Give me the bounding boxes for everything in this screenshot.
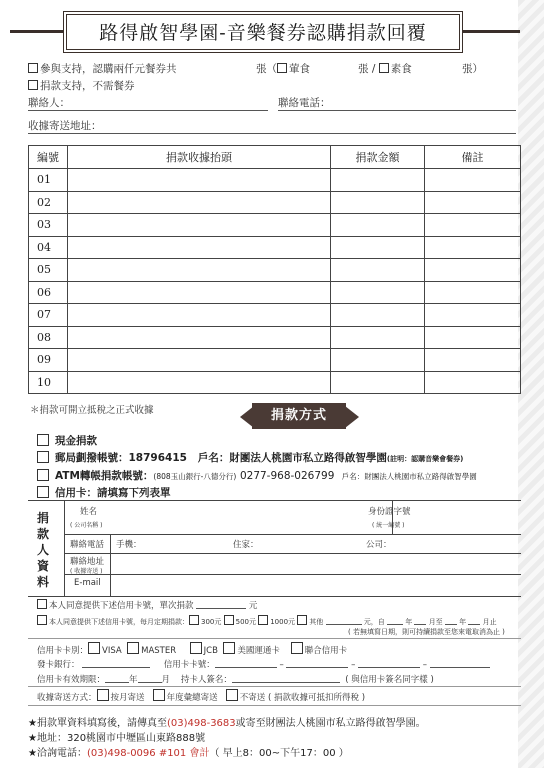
- note-cell[interactable]: [425, 191, 521, 214]
- side-char: 款: [36, 527, 49, 541]
- cash-checkbox[interactable]: [37, 434, 49, 446]
- signature-note: ( 與信用卡簽名同字樣 ): [345, 675, 434, 685]
- note-cell[interactable]: [425, 349, 521, 372]
- table-row: [29, 349, 521, 372]
- contact-label: 聯絡人：: [28, 97, 70, 109]
- delivery-row: [37, 689, 365, 703]
- donor-side-title: [35, 510, 51, 590]
- consent-note: ( 若無填寫日期，則可持續捐款至您來電取消為止 ): [348, 628, 505, 636]
- row-number: 01: [29, 169, 68, 192]
- bank-field[interactable]: [82, 659, 150, 668]
- yearly-checkbox[interactable]: [153, 689, 165, 701]
- col-title: 捐款收據抬頭: [68, 146, 331, 169]
- fax-number: (03)498-3683: [166, 718, 236, 729]
- card-no-3[interactable]: [358, 659, 420, 668]
- monthly-checkbox[interactable]: [37, 615, 47, 625]
- support-donate-label: 捐款支持，不需餐券: [40, 80, 135, 92]
- card-no-2[interactable]: [286, 659, 348, 668]
- row-number: 09: [29, 349, 68, 372]
- row-number: 05: [29, 259, 68, 282]
- note-cell[interactable]: [425, 236, 521, 259]
- title-band: [10, 12, 520, 50]
- union-label: 聯合信用卡: [304, 646, 348, 656]
- fax-suffix: 或寄至財團法人桃園市私立路得啟智學園。: [235, 718, 426, 729]
- row-number: 08: [29, 326, 68, 349]
- note-cell[interactable]: [425, 214, 521, 237]
- table-header-row: [29, 146, 521, 169]
- table-row: [29, 236, 521, 259]
- title-cell[interactable]: [68, 326, 331, 349]
- monthly-label: 本人同意提供下述信用卡號，每月定期捐款：: [49, 618, 189, 626]
- bank-row: 發卡銀行： 信用卡卡號： – – –: [37, 658, 490, 670]
- row-number: 02: [29, 191, 68, 214]
- start-month-field[interactable]: [414, 616, 426, 625]
- jcb-checkbox[interactable]: [190, 642, 202, 654]
- master-checkbox[interactable]: [127, 642, 139, 654]
- col-note: 備註: [425, 146, 521, 169]
- note-cell[interactable]: [425, 259, 521, 282]
- support-meal-row: [28, 61, 177, 76]
- banner-right-ribbon: [345, 406, 359, 428]
- other-label: 其他: [309, 618, 324, 626]
- table-row: [29, 304, 521, 327]
- method-credit: [37, 485, 171, 500]
- amount-cell[interactable]: [331, 326, 425, 349]
- divider: [28, 705, 521, 706]
- consent-monthly: [37, 615, 497, 627]
- opt300-checkbox[interactable]: [189, 615, 199, 625]
- amount-cell[interactable]: [331, 236, 425, 259]
- unit-label: 張: [462, 63, 473, 75]
- single-checkbox[interactable]: [37, 599, 47, 609]
- delivery-label: 收據寄送方式：: [37, 693, 97, 703]
- address-label: 收據寄送地址：: [28, 120, 102, 132]
- home-label: 住家：: [233, 540, 259, 550]
- side-decoration: [518, 0, 544, 768]
- postal-checkbox[interactable]: [37, 451, 49, 463]
- table-row: [29, 191, 521, 214]
- title-cell[interactable]: [68, 349, 331, 372]
- opt1000-label: 1000元: [270, 618, 296, 626]
- contact-field[interactable]: [28, 110, 268, 111]
- table-row: [29, 326, 521, 349]
- yuan-label: 元: [248, 601, 258, 611]
- visa-label: VISA: [102, 646, 122, 656]
- card-no-label: 信用卡卡號：: [163, 660, 215, 670]
- divider: [110, 534, 111, 596]
- note-cell[interactable]: [425, 169, 521, 192]
- other-amount-field[interactable]: [326, 616, 362, 625]
- amount-cell[interactable]: [331, 191, 425, 214]
- postal-account: 郵局劃撥帳號：18796415: [55, 452, 187, 464]
- veg-checkbox[interactable]: [379, 63, 389, 73]
- opt500-checkbox[interactable]: [224, 615, 234, 625]
- bank-label: 發卡銀行：: [37, 660, 80, 670]
- phone-field[interactable]: [278, 110, 516, 111]
- month-end-label: 月止: [482, 618, 497, 626]
- support-meal-label: 參與支持，認購兩仟元餐券共: [40, 63, 177, 75]
- unit-label: 張: [256, 63, 267, 75]
- veg-label: 素食: [390, 63, 412, 75]
- method-postal: [37, 450, 463, 465]
- side-char: 捐: [36, 511, 49, 525]
- expiry-year-field[interactable]: [105, 674, 129, 683]
- title-cell[interactable]: [68, 236, 331, 259]
- phone-hours: （ 早上8：00~下午17：00 ）: [209, 748, 349, 759]
- address-field[interactable]: [28, 133, 516, 134]
- divider: [64, 534, 521, 535]
- amount-cell[interactable]: [331, 349, 425, 372]
- col-no: 編號: [29, 146, 68, 169]
- veg-unit: 張）: [462, 63, 483, 75]
- expiry-year-label: 年: [129, 675, 138, 685]
- title-cell[interactable]: [68, 169, 331, 192]
- amex-checkbox[interactable]: [223, 642, 235, 654]
- atm-bank: (808玉山銀行-八德分行): [153, 472, 237, 481]
- note-cell[interactable]: [425, 304, 521, 327]
- note-cell[interactable]: [425, 281, 521, 304]
- addr-sub: ( 收據寄送 ): [70, 568, 103, 575]
- divider: [64, 501, 65, 596]
- card-type-row: [37, 642, 347, 656]
- mobile-label: 手機：: [116, 540, 142, 550]
- table-row: [29, 281, 521, 304]
- unit-label: 張: [358, 63, 369, 75]
- contact-addr-label: 聯絡地址: [70, 557, 105, 567]
- year-label: 年: [405, 618, 413, 626]
- postal-name: 戶名：財團法人桃園市私立路得啟智學園: [197, 452, 387, 464]
- single-amount-field[interactable]: [196, 600, 246, 609]
- atm-label: ATM轉帳捐款帳號：: [55, 470, 154, 482]
- amount-cell[interactable]: [331, 214, 425, 237]
- visa-checkbox[interactable]: [88, 642, 100, 654]
- payment-method-banner: 捐款方式: [252, 403, 346, 429]
- side-char: 資: [36, 559, 49, 573]
- row-number: 04: [29, 236, 68, 259]
- row-number: 10: [29, 371, 68, 394]
- amex-label: 美國運通卡: [237, 646, 280, 656]
- table-row: [29, 214, 521, 237]
- none-label: 不寄送 ( 捐款收據可抵扣所得稅 ): [239, 693, 366, 703]
- title-cell[interactable]: [68, 281, 331, 304]
- signature-label: 持卡人簽名：: [180, 675, 232, 685]
- receipt-note: ＊捐款可開立抵稅之正式收據: [30, 405, 154, 416]
- credit-checkbox[interactable]: [37, 486, 49, 498]
- expiry-row: [37, 673, 434, 685]
- title-cell[interactable]: [68, 259, 331, 282]
- title-cell[interactable]: [68, 371, 331, 394]
- expiry-month-label: 月: [161, 675, 171, 685]
- consent-single: [37, 599, 257, 611]
- footer-fax: [28, 714, 426, 729]
- none-checkbox[interactable]: [226, 689, 238, 701]
- single-label: 本人同意提供下述信用卡號，單次捐款: [49, 601, 194, 611]
- note-cell[interactable]: [425, 326, 521, 349]
- divider: [28, 638, 521, 639]
- end-year-field[interactable]: [445, 616, 457, 625]
- signature-field[interactable]: [232, 674, 340, 683]
- year-label: 年: [459, 618, 467, 626]
- yearly-label: 年度彙總寄送: [166, 693, 218, 703]
- month-to-label: 月至: [428, 618, 443, 626]
- phone-prefix: ★洽詢電話：: [28, 748, 87, 759]
- jcb-label: JCB: [203, 646, 218, 656]
- support-donate-row: [28, 78, 135, 93]
- side-char: 料: [36, 575, 49, 589]
- company-label: 公司：: [366, 540, 392, 550]
- union-checkbox[interactable]: [291, 642, 303, 654]
- per-time-label: 按月寄送: [110, 693, 145, 703]
- email-label: E-mail: [74, 578, 101, 588]
- atm-name: 戶名：財團法人桃園市私立路得啟智學園: [341, 472, 477, 481]
- row-number: 06: [29, 281, 68, 304]
- title-cell[interactable]: [68, 214, 331, 237]
- other-checkbox[interactable]: [297, 615, 307, 625]
- divider: [64, 553, 521, 554]
- footer-address: ★地址：320桃園市中壢區山東路888號: [28, 733, 206, 744]
- expiry-label: 信用卡有效期限：: [37, 675, 106, 685]
- title-cell[interactable]: [68, 191, 331, 214]
- credit-label: 信用卡：請填寫下列表單: [55, 487, 171, 499]
- amount-cell[interactable]: [331, 169, 425, 192]
- postal-note: (註明：認購音樂會餐券): [386, 455, 464, 463]
- row-number: 03: [29, 214, 68, 237]
- phone-number: (03)498-0096 #101 會計: [86, 748, 210, 759]
- meat-count: 張（ 葷食: [256, 63, 310, 75]
- page-title: 路得啟智學園-音樂餐券認購捐款回覆: [99, 22, 427, 44]
- opt500-label: 500元: [235, 618, 256, 626]
- side-char: 人: [36, 543, 49, 557]
- per-time-checkbox[interactable]: [97, 689, 109, 701]
- master-label: MASTER: [141, 646, 177, 656]
- atm-account: 0277-968-026799: [239, 470, 335, 482]
- fax-prefix: ★捐款單資料填寫後，請傳真至: [28, 718, 167, 729]
- id-sub: ( 統一編號 ): [372, 522, 405, 529]
- period-label: 元，自: [363, 618, 385, 626]
- support-meal-checkbox[interactable]: [28, 63, 38, 73]
- start-year-field[interactable]: [387, 616, 403, 625]
- divider: [64, 574, 521, 575]
- atm-checkbox[interactable]: [37, 469, 49, 481]
- title-cell[interactable]: [68, 304, 331, 327]
- table-row: [29, 371, 521, 394]
- support-donate-checkbox[interactable]: [28, 80, 38, 90]
- row-number: 07: [29, 304, 68, 327]
- method-cash: [37, 433, 97, 448]
- divider: [28, 686, 521, 687]
- name-label: 姓名: [80, 507, 98, 517]
- table-row: [29, 169, 521, 192]
- method-atm: [37, 468, 477, 483]
- amount-cell[interactable]: [331, 371, 425, 394]
- end-month-field[interactable]: [468, 616, 480, 625]
- note-cell[interactable]: [425, 371, 521, 394]
- card-type-label: 信用卡卡別：: [37, 646, 89, 656]
- card-no-1[interactable]: [215, 659, 277, 668]
- cash-label: 現金捐款: [55, 435, 97, 447]
- contact-phone-label: 聯絡電話: [70, 540, 105, 550]
- amount-cell[interactable]: [331, 304, 425, 327]
- name-sub: ( 公司名稱 ): [70, 522, 103, 529]
- amount-cell[interactable]: [331, 281, 425, 304]
- id-label: 身份證字號: [368, 507, 411, 517]
- receipt-table: [28, 145, 521, 394]
- expiry-month-field[interactable]: [138, 674, 162, 683]
- card-no-4[interactable]: [430, 659, 490, 668]
- opt300-label: 300元: [201, 618, 222, 626]
- amount-cell[interactable]: [331, 259, 425, 282]
- table-row: [29, 259, 521, 282]
- phone-label: 聯絡電話：: [278, 97, 331, 109]
- col-amount: 捐款金額: [331, 146, 425, 169]
- meat-label: 葷食: [289, 63, 310, 75]
- meat-checkbox[interactable]: [277, 63, 287, 73]
- footer-phone: [28, 744, 349, 759]
- veg-count: 張 / 素食: [358, 63, 412, 75]
- opt1000-checkbox[interactable]: [258, 615, 268, 625]
